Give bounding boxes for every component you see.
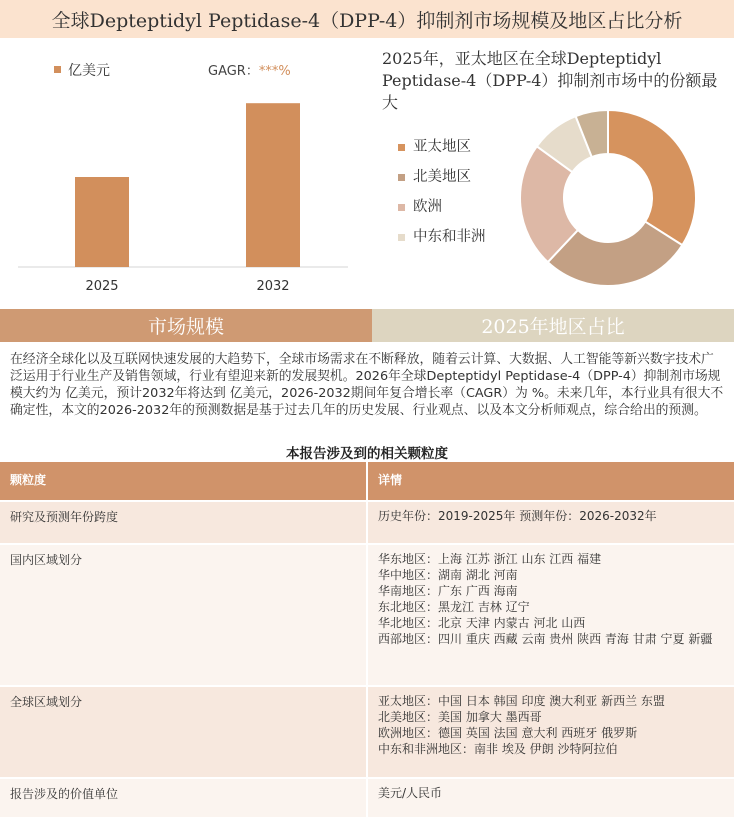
table-detail-line: 欧洲地区：德国 英国 法国 意大利 西班牙 俄罗斯 xyxy=(378,726,638,740)
page-title xyxy=(0,0,734,38)
pie-legend-label: 北美地区 xyxy=(413,169,471,185)
table-title: 本报告涉及到的相关颗粒度 xyxy=(286,446,448,462)
table-detail-line: 美元/人民币 xyxy=(378,786,443,800)
table-row-label: 报告涉及的价值单位 xyxy=(0,779,368,817)
pie-legend-label: 亚太地区 xyxy=(413,139,471,155)
description-paragraph: 在经济全球化以及互联网快速发展的大趋势下，全球市场需求在不断释放，随着云计算、大数据、人工智能等新兴数字技术广泛运用于行业生产及销售领域，行业有望迎来新的发展契机。2026年全球Depteptidyl Peptidase-4（DPP-4）抑制剂市场规模大约为 亿美元，预计2032年将达到 亿美元，2026-2032期间年复合增长率（CAGR）为 %。未来几年，本行业具有很大不确定性，本文的2026-2032年的预测数据是基于过去几年的历史发展、行业观点、以及本文分析师观点，综合给出的预测。 xyxy=(10,352,724,418)
bar-legend-swatch xyxy=(54,66,61,73)
market-size-bar-chart xyxy=(18,40,348,302)
pie-legend-item xyxy=(398,138,498,157)
section-market-size-label: 市场规模 xyxy=(147,316,224,338)
table-header-details: 详情 xyxy=(378,473,403,487)
table-row-details xyxy=(368,779,734,817)
pie-legend-swatch xyxy=(398,204,405,211)
table-row-label: 研究及预测年份跨度 xyxy=(0,502,368,543)
cagr-label xyxy=(208,64,291,79)
pie-legend-label: 欧洲 xyxy=(413,199,442,215)
table-detail-line: 东北地区：黑龙江 吉林 辽宁 xyxy=(378,600,530,614)
section-region-share xyxy=(372,309,734,342)
bar-2025 xyxy=(75,177,129,267)
table-row-details xyxy=(368,502,734,543)
cagr-value: ***% xyxy=(258,64,291,79)
region-share-pie-chart xyxy=(508,104,708,304)
table-detail-line: 北美地区：美国 加拿大 墨西哥 xyxy=(378,710,542,724)
table-detail-line: 华北地区：北京 天津 内蒙古 河北 山西 xyxy=(378,616,586,630)
section-market-size xyxy=(0,309,372,342)
table-header-row xyxy=(0,462,734,502)
table-row-label: 国内区域划分 xyxy=(0,545,368,685)
pie-legend-swatch xyxy=(398,234,405,241)
table-row-details xyxy=(368,545,734,685)
table-row xyxy=(0,687,734,779)
table-row xyxy=(0,779,734,819)
pie-legend-item xyxy=(398,198,498,217)
bar-2032 xyxy=(246,103,300,267)
bar-legend-label: 亿美元 xyxy=(68,63,110,79)
table-row xyxy=(0,545,734,687)
table-row-label: 全球区域划分 xyxy=(0,687,368,777)
pie-legend-item xyxy=(398,228,498,247)
pie-legend-item xyxy=(398,168,498,187)
table-detail-line: 华南地区：广东 广西 海南 xyxy=(378,584,518,598)
table-detail-line: 西部地区：四川 重庆 西藏 云南 贵州 陕西 青海 甘肃 宁夏 新疆 xyxy=(378,632,713,646)
pie-title: 2025年，亚太地区在全球Depteptidyl Peptidase-4（DPP-4）抑制剂市场中的份额最大 xyxy=(382,49,718,112)
cagr-label-text: GAGR： xyxy=(208,64,259,79)
table-detail-line: 中东和非洲地区：南非 埃及 伊朗 沙特阿拉伯 xyxy=(378,742,618,756)
table-row-details xyxy=(368,687,734,777)
table-header-granularity: 颗粒度 xyxy=(0,462,368,500)
table-row xyxy=(0,502,734,545)
section-region-share-label: 2025年地区占比 xyxy=(481,316,625,338)
table-detail-line: 亚太地区：中国 日本 韩国 印度 澳大利亚 新西兰 东盟 xyxy=(378,694,665,708)
table-detail-line: 华中地区：湖南 湖北 河南 xyxy=(378,568,518,582)
table-detail-line: 历史年份：2019-2025年 预测年份：2026-2032年 xyxy=(378,509,657,523)
pie-legend-label: 中东和非洲 xyxy=(413,229,486,245)
pie-legend-swatch xyxy=(398,174,405,181)
pie-legend xyxy=(398,138,498,258)
bar-tick-label: 2025 xyxy=(85,279,119,294)
table-detail-line: 华东地区：上海 江苏 浙江 山东 江西 福建 xyxy=(378,552,602,566)
bar-tick-label: 2032 xyxy=(256,279,290,294)
granularity-table xyxy=(0,462,734,819)
page-title-text: 全球Depteptidyl Peptidase-4（DPP-4）抑制剂市场规模及地区占比分析 xyxy=(51,9,683,32)
bar-legend xyxy=(54,63,291,79)
pie-legend-swatch xyxy=(398,144,405,151)
